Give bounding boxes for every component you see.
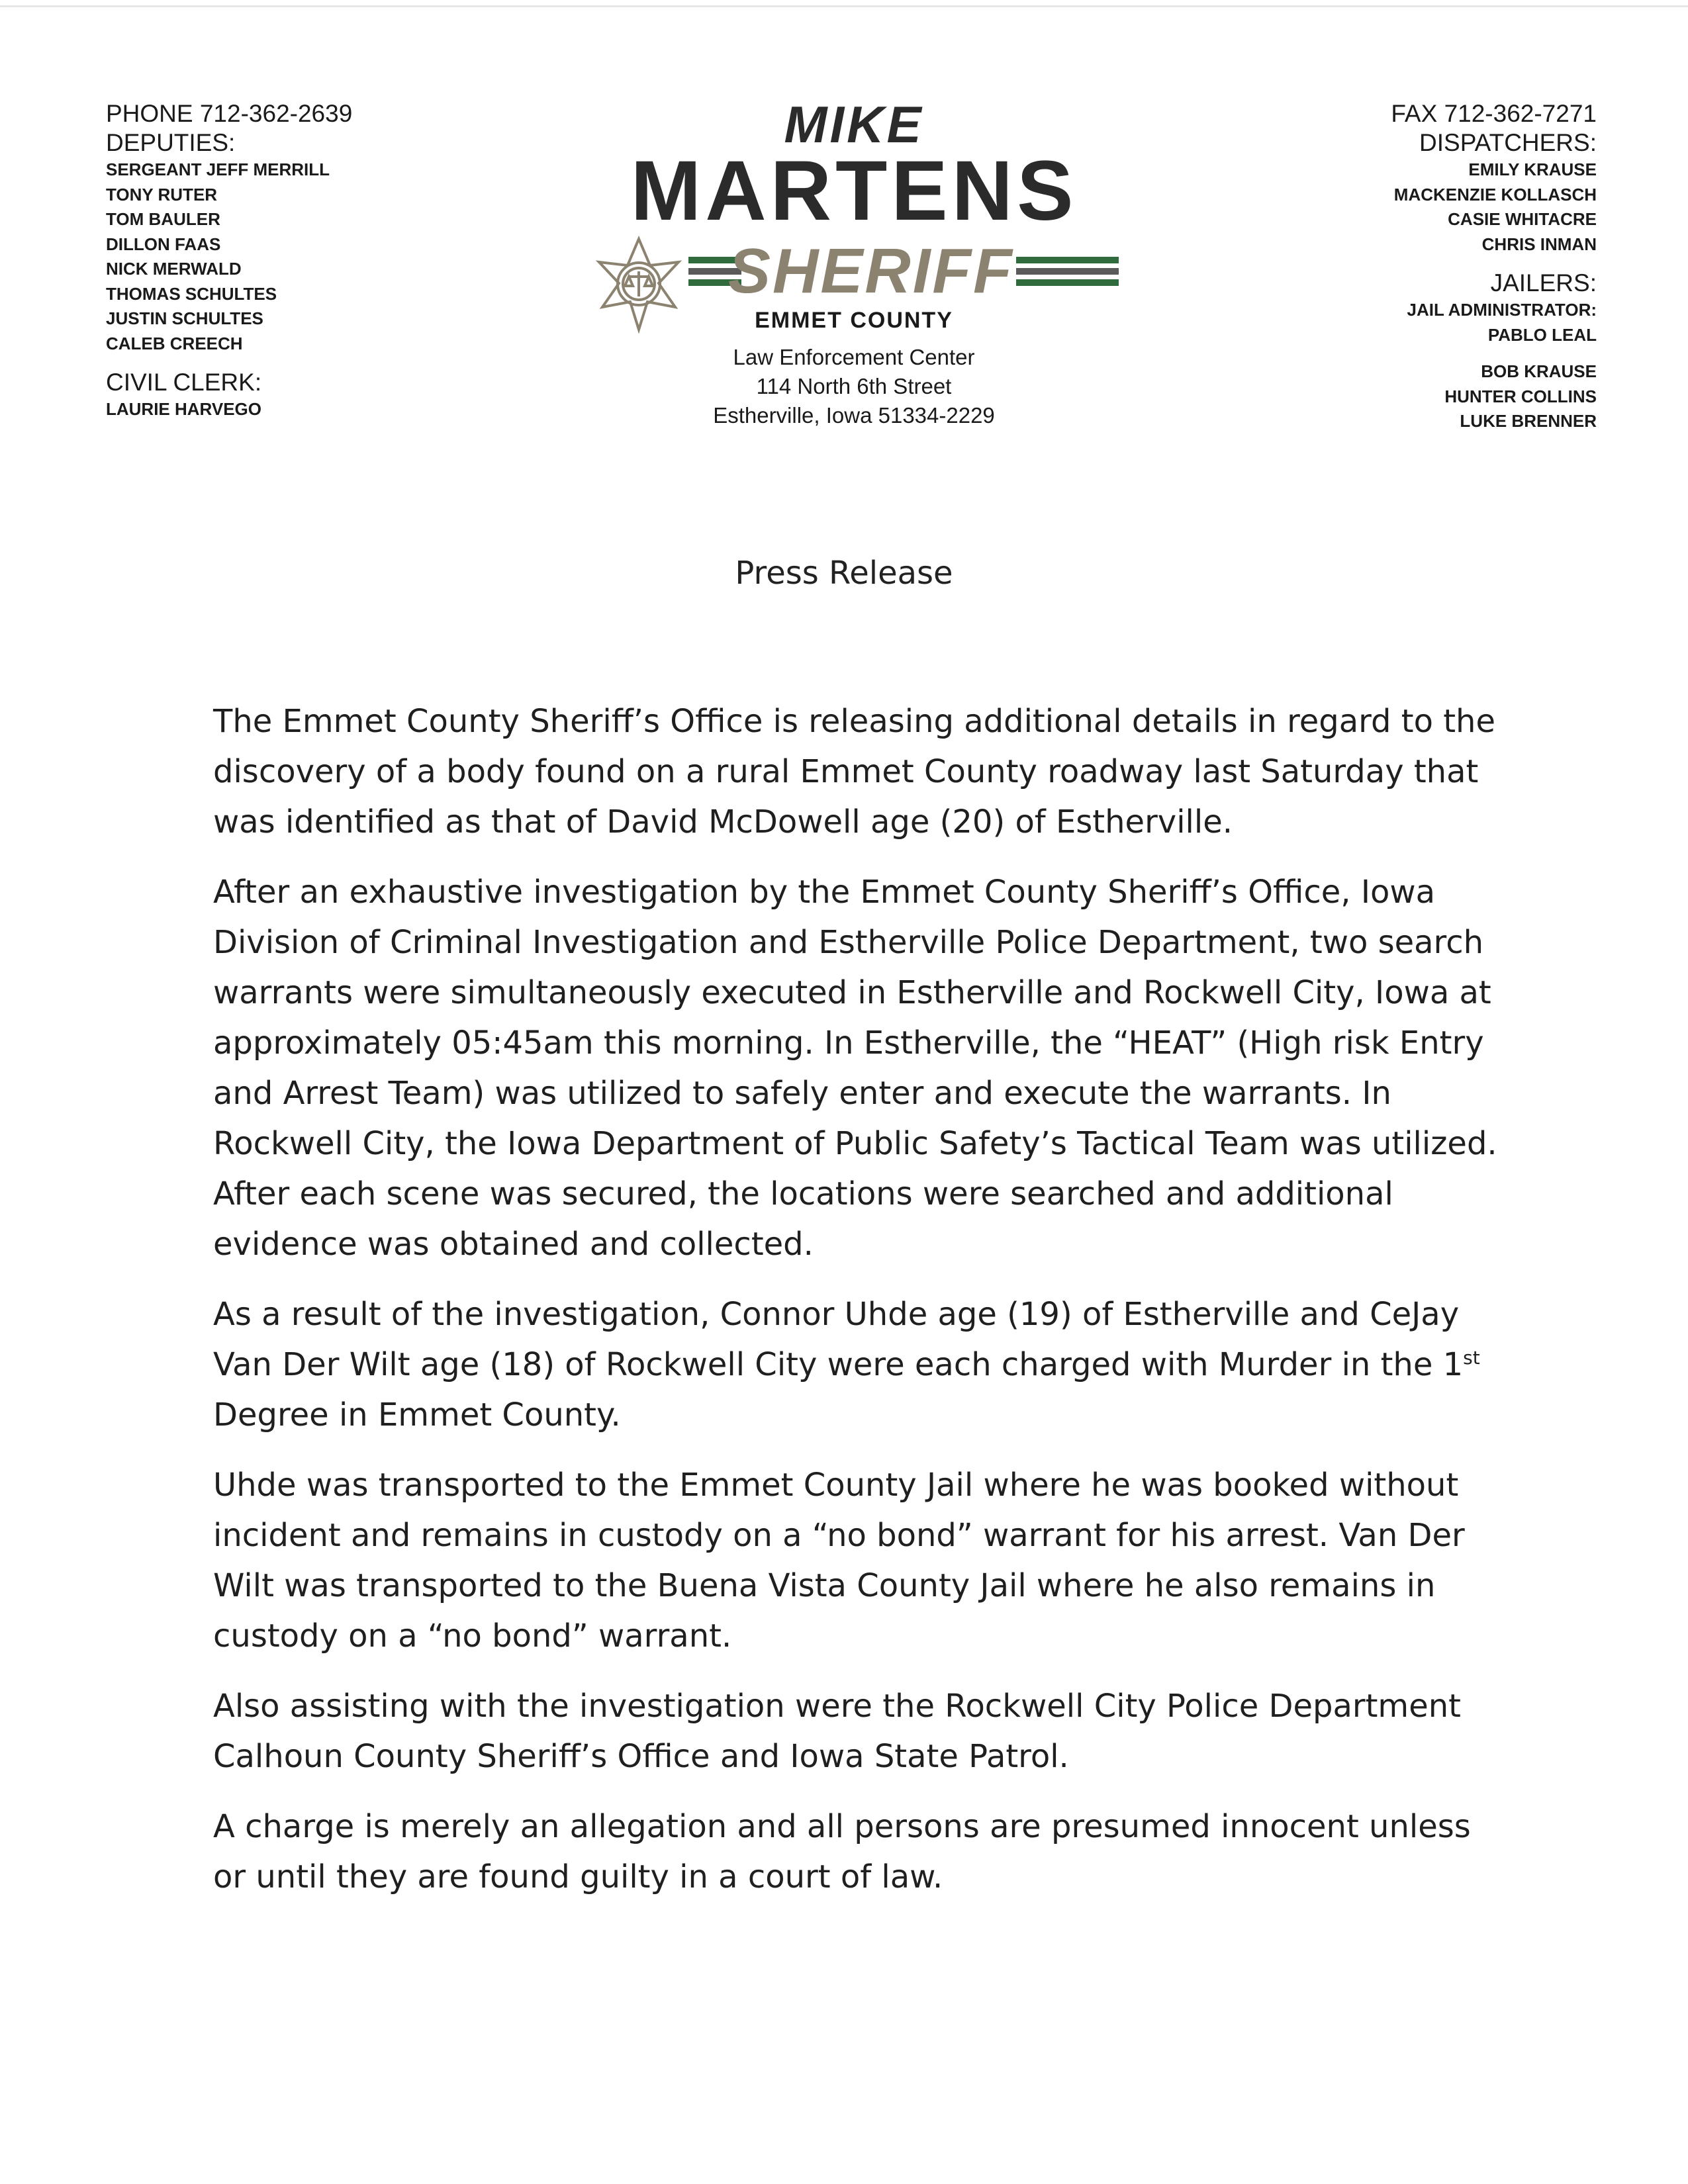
- civil-clerk-name: LAURIE HARVEGO: [106, 399, 261, 419]
- county-name: EMMET COUNTY: [755, 308, 953, 333]
- body-paragraph: Uhde was transported to the Emmet County Jail where he was booked without incident and remains in custody on a “no bond” warrant for his arrest. Van Der Wilt was transported to the Buena Vista County Jail where he also remains in custody on a “no bond” warrant.: [213, 1467, 1465, 1655]
- dispatcher-name: CHRIS INMAN: [1481, 234, 1597, 254]
- dispatcher-name: MACKENZIE KOLLASCH: [1393, 184, 1597, 205]
- jail-admin-name: PABLO LEAL: [1487, 324, 1597, 345]
- body-paragraph-charges: [213, 1289, 1511, 1440]
- address-line: 114 North 6th Street: [756, 374, 952, 398]
- deputy-name: SERGEANT JEFF MERRILL: [106, 159, 330, 179]
- jailers-heading: JAILERS:: [1490, 269, 1597, 296]
- deputy-name: THOMAS SCHULTES: [106, 283, 277, 304]
- jailer-name: LUKE BRENNER: [1460, 411, 1597, 431]
- address-line: Estherville, Iowa 51334-2229: [713, 403, 995, 428]
- dispatchers-list: [1226, 158, 1597, 257]
- deputy-name: TOM BAULER: [106, 209, 220, 229]
- phone-number: PHONE 712-362-2639: [106, 100, 353, 127]
- document-body: [213, 696, 1511, 1922]
- sheriff-star-badge-icon: [589, 236, 688, 335]
- jail-admin-heading: JAIL ADMINISTRATOR:: [1407, 300, 1597, 320]
- charges-text-end: Degree in Emmet County.: [213, 1396, 621, 1433]
- deputy-name: JUSTIN SCHULTES: [106, 308, 263, 328]
- deputy-name: CALEB CREECH: [106, 333, 243, 353]
- letterhead-right: [1226, 99, 1597, 434]
- sheriff-title-row: [583, 236, 1125, 308]
- deputy-name: DILLON FAAS: [106, 234, 221, 254]
- document-title: Press Release: [735, 555, 953, 592]
- sheriff-last-name: MARTENS: [630, 144, 1078, 238]
- body-paragraph: Also assisting with the investigation were the Rockwell City Police Department Calhoun County Sheriff’s Office and Iowa State Patrol.: [213, 1688, 1461, 1775]
- dispatcher-name: CASIE WHITACRE: [1448, 209, 1597, 229]
- deputies-list: [106, 158, 477, 356]
- sheriff-wordmark: SHERIFF: [728, 236, 1014, 306]
- fax-number: FAX 712-362-7271: [1391, 100, 1597, 127]
- dispatcher-name: EMILY KRAUSE: [1468, 159, 1597, 179]
- ordinal-suffix: st: [1463, 1347, 1480, 1369]
- body-paragraph: After an exhaustive investigation by the Emmet County Sheriff’s Office, Iowa Division of Criminal Investigation and Estherville Police Department, two search warrants were simultaneously executed in Estherville and Rockwell City, Iowa at approximately 05:45am this morning. In Estherville, the “HEAT” (High risk Entry and Arrest Team) was utilized to safely enter and execute the warrants. In Rockwell City, the Iowa Department of Public Safety’s Tactical Team was utilized. After each scene was secured, the locations were searched and additional evidence was obtained and collected.: [213, 874, 1497, 1263]
- charges-text: As a result of the investigation, Connor Uhde age (19) of Estherville and CeJay Van Der Wilt age (18) of Rockwell City were each charged with Murder in the 1: [213, 1296, 1464, 1383]
- address-block: [583, 343, 1125, 430]
- letterhead-left: [106, 99, 477, 422]
- stripe-right: [1016, 257, 1119, 291]
- address-line: Law Enforcement Center: [733, 345, 975, 369]
- jailers-list: [1226, 359, 1597, 434]
- deputy-name: NICK MERWALD: [106, 259, 242, 279]
- sheriff-first-name: MIKE: [784, 95, 924, 154]
- civil-clerk-heading: CIVIL CLERK:: [106, 369, 262, 396]
- scan-edge-line: [0, 5, 1688, 7]
- deputy-name: TONY RUTER: [106, 184, 218, 205]
- jailer-name: BOB KRAUSE: [1481, 361, 1597, 381]
- deputies-heading: DEPUTIES:: [106, 129, 236, 156]
- body-paragraph: The Emmet County Sheriff’s Office is releasing additional details in regard to the discovery of a body found on a rural Emmet County roadway last Saturday that was identified as that of David McDowell age (20) of Estherville.: [213, 703, 1495, 841]
- dispatchers-heading: DISPATCHERS:: [1419, 129, 1597, 156]
- sheriff-logo-block: [583, 95, 1125, 430]
- body-paragraph: A charge is merely an allegation and all persons are presumed innocent unless or until they are found guilty in a court of law.: [213, 1808, 1471, 1895]
- jailer-name: HUNTER COLLINS: [1444, 386, 1597, 406]
